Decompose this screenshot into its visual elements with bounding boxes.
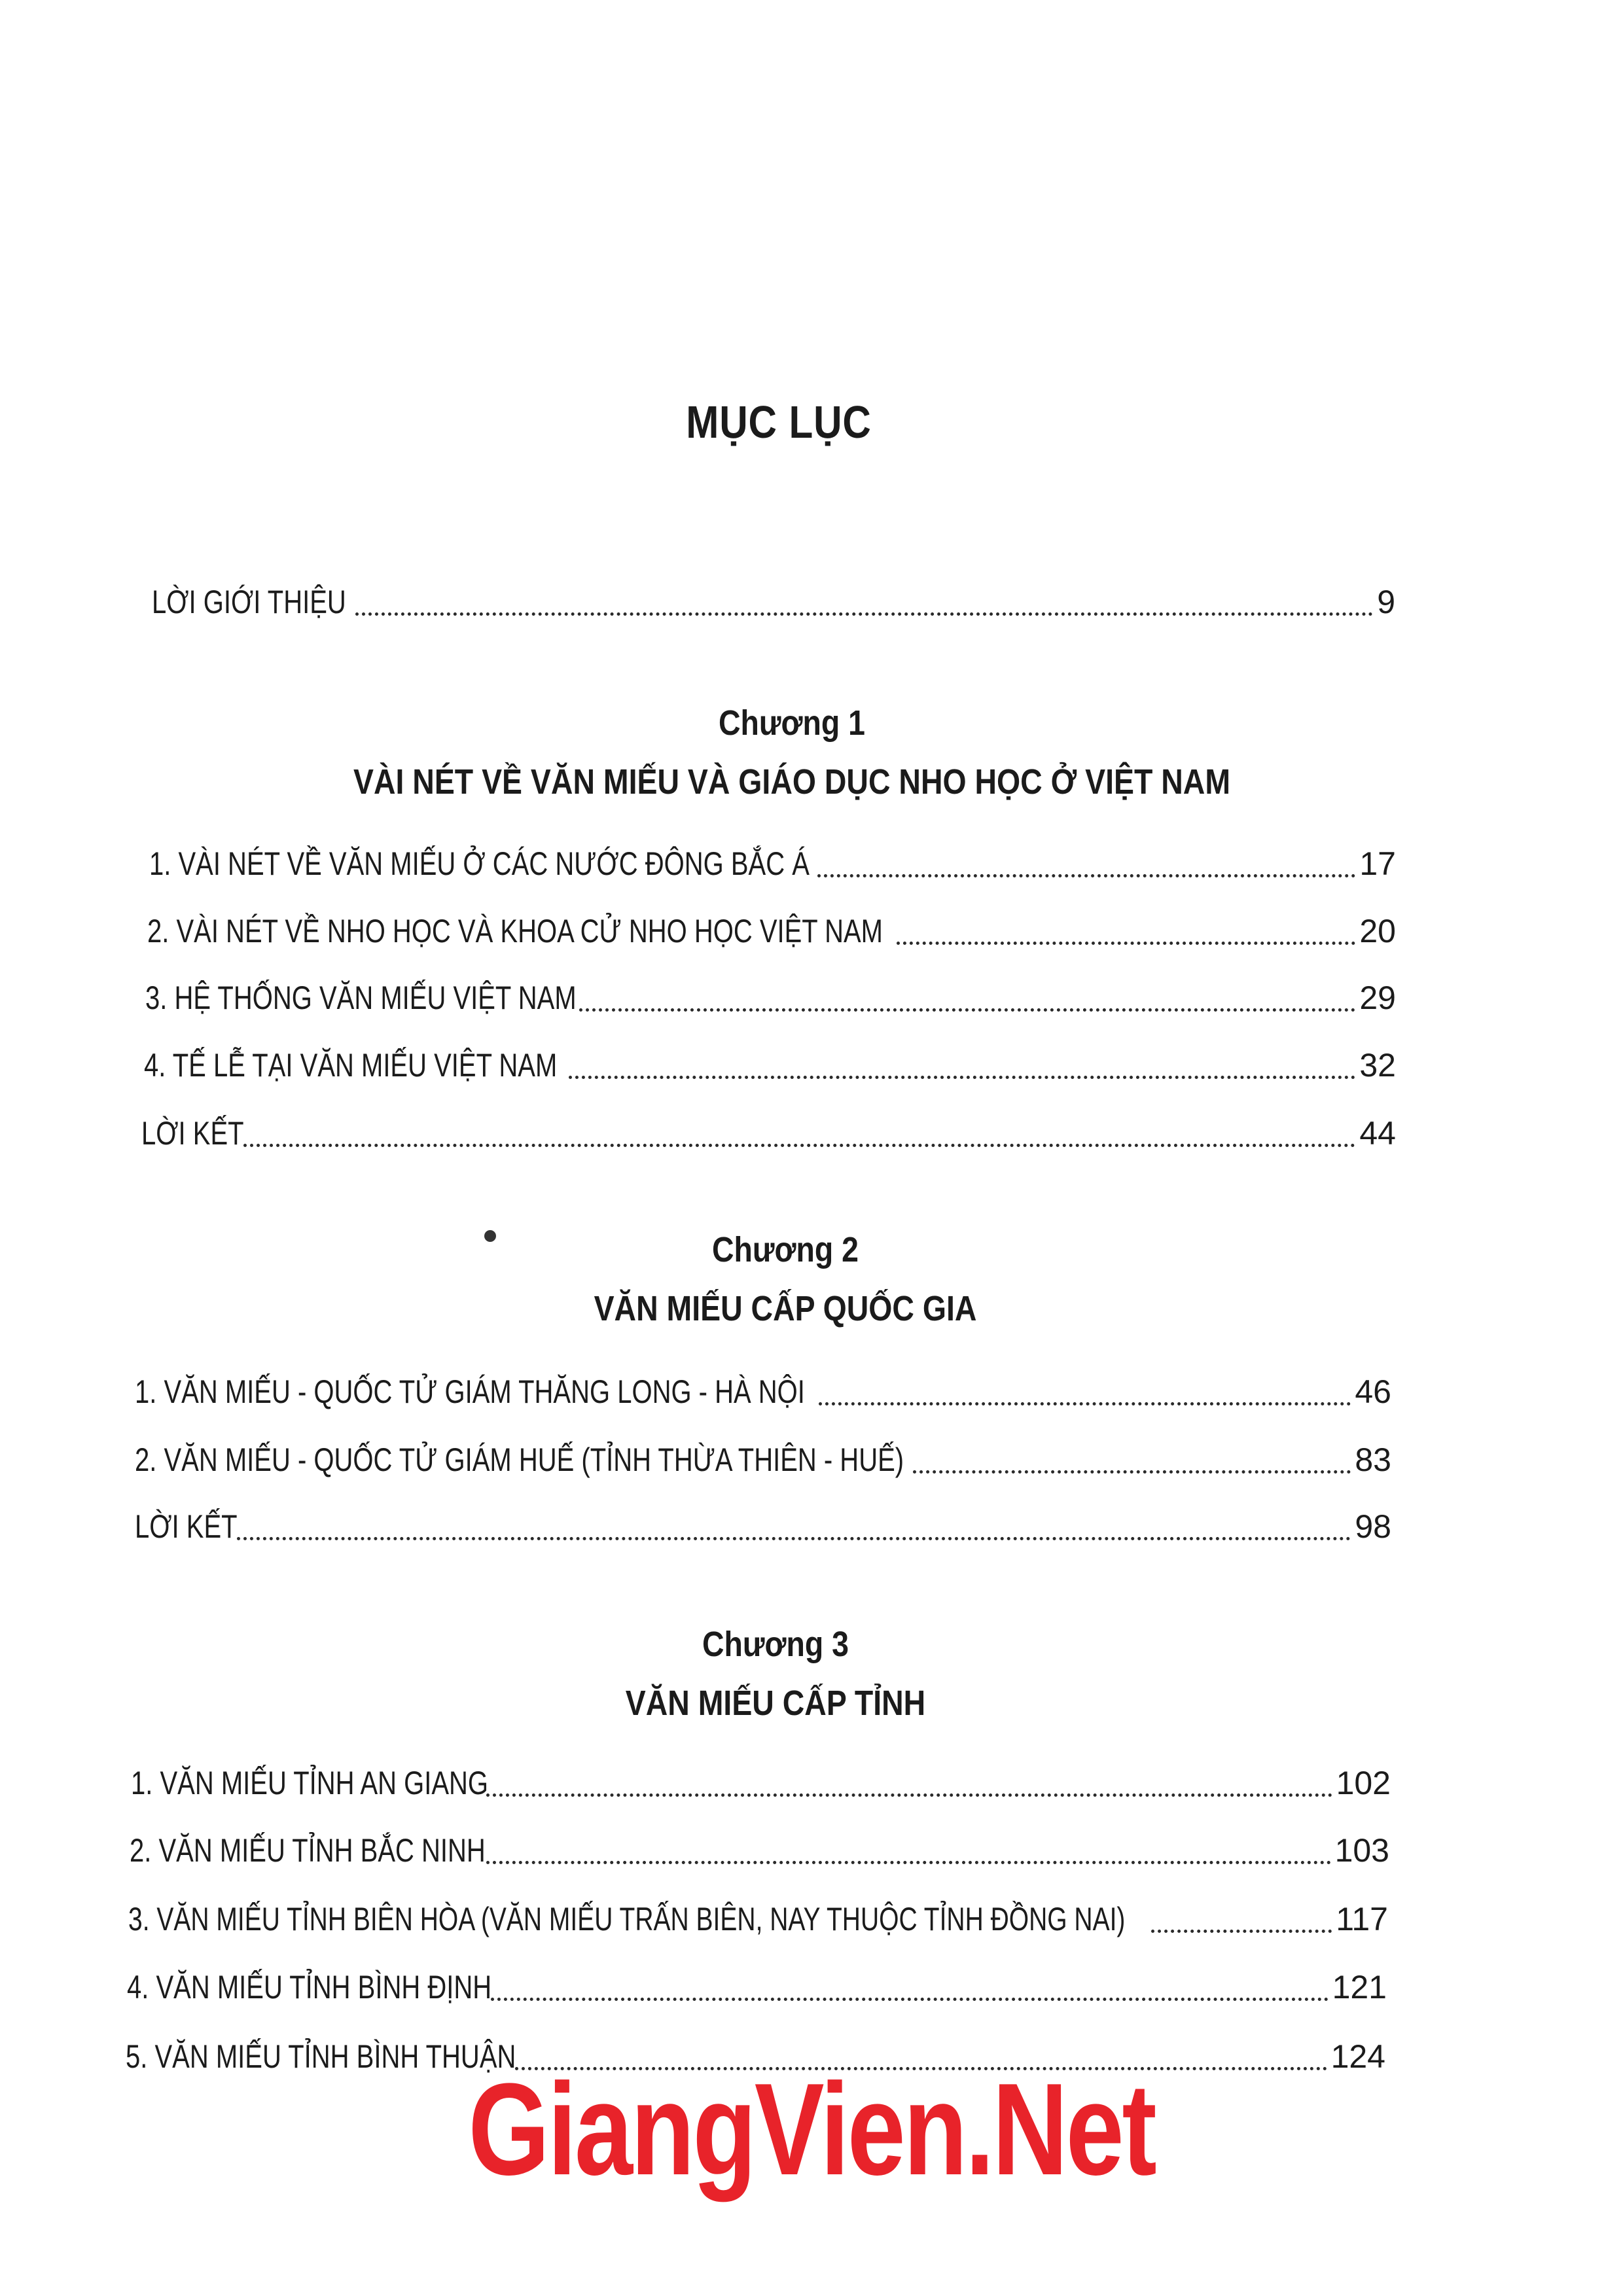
toc-entry[interactable] [144,1042,1396,1088]
toc-entry[interactable] [131,1760,1391,1806]
toc-entry-label: 4. TẾ LỄ TẠI VĂN MIẾU VIỆT NAM [144,1047,558,1084]
dot-leader [355,612,1373,616]
toc-entry-page: 117 [1336,1901,1388,1937]
toc-entry[interactable] [127,1964,1387,2010]
toc-entry-label: LỜI GIỚI THIỆU [152,584,346,620]
toc-entry-label: 3. HỆ THỐNG VĂN MIẾU VIỆT NAM [145,980,577,1016]
dot-leader [486,1861,1331,1864]
dot-leader [243,1144,1356,1147]
dot-leader [1151,1930,1332,1933]
toc-entry-page: 121 [1332,1969,1387,2005]
dot-leader [579,1008,1355,1012]
toc-entry[interactable] [135,1437,1391,1483]
chapter-number: Chương 3 [702,1625,849,1664]
dot-leader [819,1402,1351,1405]
toc-entry[interactable] [135,1369,1391,1415]
toc-entry-page: 98 [1355,1508,1391,1545]
toc-entry-page: 20 [1359,913,1396,949]
chapter-1-heading [0,694,1584,811]
dot-leader [569,1076,1355,1079]
toc-entry-label: 1. VĂN MIẾU - QUỐC TỬ GIÁM THĂNG LONG - HÀ NỘI [135,1373,805,1410]
toc-entry-page: 46 [1355,1373,1391,1410]
dot-leader [486,1793,1332,1797]
toc-entry-page: 83 [1355,1441,1391,1478]
toc-entry-intro[interactable] [152,579,1395,625]
toc-entry-label: 2. VĂN MIẾU - QUỐC TỬ GIÁM HUẾ (TỈNH THỪA THIÊN - HUẾ) [135,1441,904,1478]
toc-entry-page: 17 [1359,845,1396,882]
chapter-number: Chương 2 [711,1230,859,1269]
toc-entry-label: 4. VĂN MIẾU TỈNH BÌNH ĐỊNH [127,1969,492,2005]
toc-entry-label: LỜI KẾT [141,1115,244,1152]
chapter-3-heading [0,1615,1551,1733]
chapter-2-heading [0,1220,1571,1338]
toc-entry-label: 2. VĂN MIẾU TỈNH BẮC NINH [130,1832,486,1869]
toc-entry[interactable] [147,908,1396,954]
toc-entry[interactable] [149,841,1396,887]
dot-leader [237,1537,1351,1540]
toc-entry-page: 32 [1359,1047,1396,1084]
toc-entry[interactable] [130,1828,1389,1873]
toc-entry[interactable] [135,1504,1391,1549]
toc-entry[interactable] [145,975,1396,1021]
dot-leader [913,1470,1351,1474]
toc-entry-page: 9 [1377,584,1395,620]
toc-entry-page: 29 [1359,980,1396,1016]
toc-entry[interactable] [128,1896,1388,1942]
toc-entry[interactable] [141,1110,1396,1156]
chapter-number: Chương 1 [718,703,866,743]
dot-leader [817,874,1355,877]
page-title: MỤC LỤC [686,397,872,448]
chapter-title: VĂN MIẾU CẤP QUỐC GIA [594,1289,977,1328]
dot-leader [491,1998,1328,2001]
toc-entry-label: 5. VĂN MIẾU TỈNH BÌNH THUẬN [126,2038,516,2075]
toc-entry-page: 124 [1330,2038,1385,2075]
toc-entry-page: 103 [1334,1832,1389,1869]
toc-entry-label: LỜI KẾT [135,1508,238,1545]
toc-entry-label: 3. VĂN MIẾU TỈNH BIÊN HÒA (VĂN MIẾU TRẤN BIÊN, NAY THUỘC TỈNH ĐỒNG NAI) [128,1901,1126,1937]
toc-entry-page: 44 [1359,1115,1396,1152]
toc-entry-label: 1. VÀI NÉT VỀ VĂN MIẾU Ở CÁC NƯỚC ĐÔNG BẮC Á [149,845,810,882]
chapter-title: VÀI NÉT VỀ VĂN MIẾU VÀ GIÁO DỤC NHO HỌC Ở VIỆT NAM [353,762,1231,802]
toc-entry-label: 1. VĂN MIẾU TỈNH AN GIANG [131,1765,489,1801]
chapter-title: VĂN MIẾU CẤP TỈNH [625,1684,926,1723]
toc-entry-label: 2. VÀI NÉT VỀ NHO HỌC VÀ KHOA CỬ NHO HỌC VIỆT NAM [147,913,883,949]
dot-leader [897,942,1355,945]
watermark: GiangVien.Net [468,2057,1155,2202]
toc-entry-page: 102 [1336,1765,1391,1801]
